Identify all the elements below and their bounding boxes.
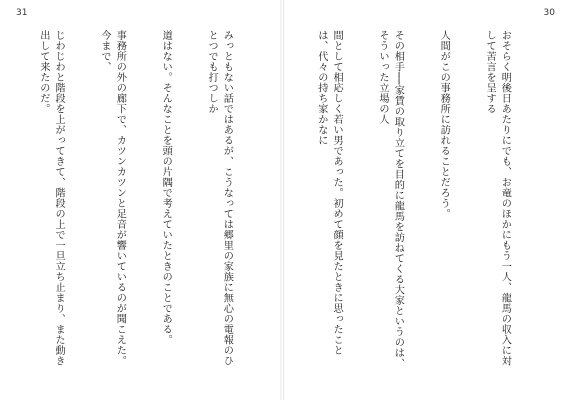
right-page-text bbox=[301, 30, 543, 370]
text-line: おそらく明後日あたりにでも、お竜のほかにもう一人、龍馬の収入に対して苦言を呈する bbox=[484, 30, 511, 366]
text-line: じわじわと階段を上がってきて、階段の上で一旦立ち止まり、また動き出して来たのだ。 bbox=[37, 30, 65, 366]
text-line: 道はない。そんなことを頭の片隅で考えていたときのことである。 bbox=[160, 30, 172, 345]
text-line: みっともない話ではあるが、こうなっては郷里の家族に無心の電報のひとつでも打つしか bbox=[206, 30, 233, 366]
left-page-text bbox=[27, 30, 265, 370]
left-page-number: 31 bbox=[16, 8, 28, 18]
text-line: 間として相応しく若い男であった。初めて顔を見たときに思ったことは、代々の持ち家かなに bbox=[315, 30, 343, 356]
right-page bbox=[284, 0, 567, 400]
text-line: その相手──家賃の取り立てを目的に龍馬を訪ねてくる大家というのは、そういった立場の人 bbox=[377, 30, 404, 369]
right-page-number: 30 bbox=[543, 8, 555, 18]
text-line: 人間がこの事務所に訪れることだろう。 bbox=[438, 30, 450, 219]
text-line: 事務所の外の廊下で、カツンカツンと足音が響いているのが聞こえた。今まで、 bbox=[99, 30, 126, 366]
